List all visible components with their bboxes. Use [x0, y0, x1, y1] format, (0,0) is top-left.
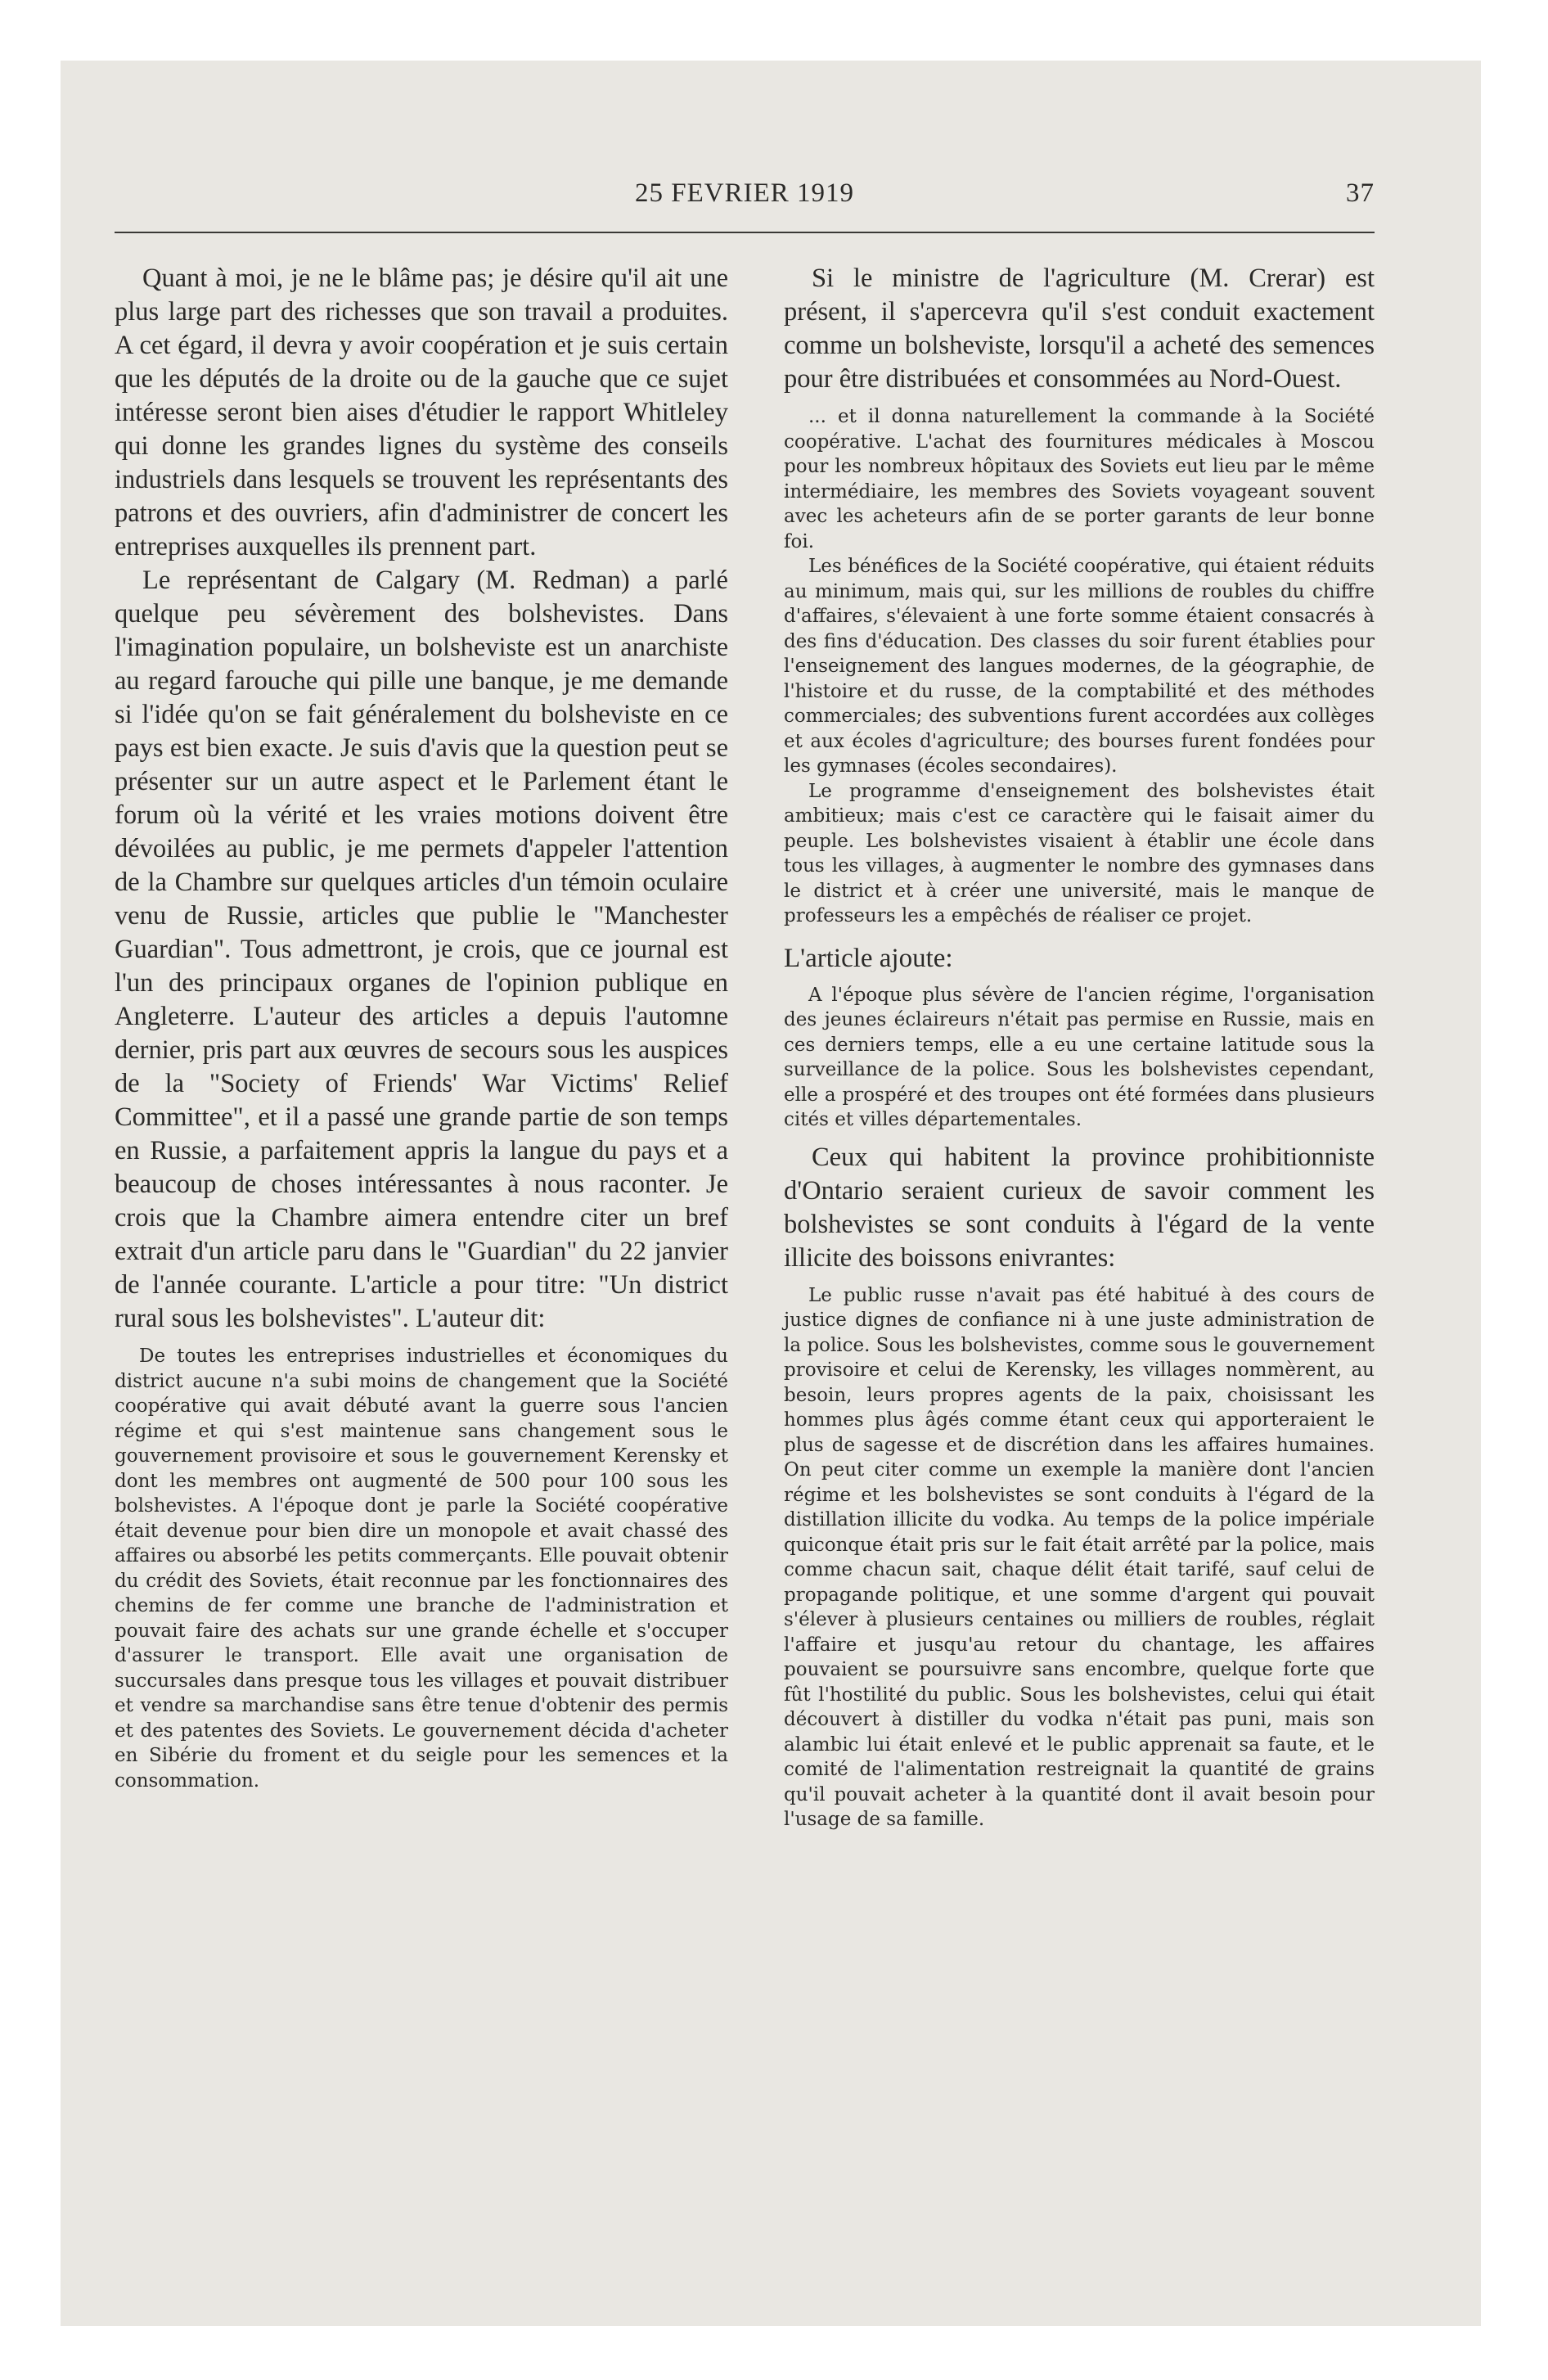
quoted-paragraph: De toutes les entreprises industrielles et économiques du district aucune n'a subi moins de changement que la Société coopérative qui avait débuté avant la guerre sous l'ancien régime et qui s'est maintenue sans changement sous le gouvernement provisoire et sous le gouvernement Kerensky et dont les membres ont augmenté de 500 pour 100 sous les bolshevistes. A l'époque dont je parle la Société coopérative était devenue pour bien dire un monopole et avait chassé des affaires ou absorbé les petits commerçants. Elle pouvait obtenir du crédit des Soviets, était reconnue par les fonctionnaires des chemins de fer comme une branche de l'administration et pouvait faire des achats sur une grande échelle et s'occuper d'assurer le transport. Elle avait une organisation de succursales dans presque tous les villages et pouvait distribuer et vendre sa marchandise sans être tenue d'obtenir des permis et des patentes des Soviets. Le gouvernement décida d'acheter en Sibérie du froment et du seigle pour les semences et la consommation. [115, 1346, 728, 1792]
paragraph: Le représentant de Calgary (M. Redman) a parlé quelque peu sévèrement des bolshevistes. Dans l'imagination populaire, un bolsheviste est un anarchiste au regard farouche qui pille une banque, je me demande si l'idée qu'on se fait généralement du bolsheviste en ce pays est bien exacte. Je suis d'avis que la question peut se présenter sur un autre aspect et le Parlement étant le forum où la vérité et les vraies motions doivent être dévoilées au public, je me permets d'appeler l'attention de la Chambre sur quelques articles d'un témoin oculaire venu de Russie, articles que publie le "Manchester Guardian". Tous admettront, je crois, que ce journal est l'un des principaux organes de l'opinion publique en Angleterre. L'auteur des articles a depuis l'automne dernier, pris part aux œuvres de secours sous les auspices de la "Society of Friends' War Victims' Relief Committee", et il a passé une grande partie de son temps en Russie, a parfaitement appris la langue du pays et a beaucoup de choses intéressantes à nous raconter. Je crois que la Chambre aimera entendre citer un bref extrait d'un article paru dans le "Guardian" du 22 janvier de l'année courante. L'article a pour titre: "Un district rural sous les bolshevistes". L'auteur dit: [115, 566, 728, 1333]
quoted-paragraph: Les bénéfices de la Société coopérative, qui étaient réduits au minimum, mais qui, sur les millions de roubles du chiffre d'affaires, s'élevaient à une forte somme étaient consacrés à des fins d'éducation. Des classes du soir furent établies pour l'enseignement des langues modernes, de la géographie, de l'histoire et du russe, de la comptabilité et des méthodes commerciales; des subventions furent accordées aux collèges et aux écoles d'agriculture; des bourses furent fondées pour les gymnases (écoles secondaires). [784, 556, 1375, 777]
paragraph: Quant à moi, je ne le blâme pas; je désire qu'il ait une plus large part des richesses que son travail a produites. A cet égard, il devra y avoir coopération et je suis certain que les députés de la droite ou de la gauche que ce sujet intéresse seront bien aises d'étudier le rapport Whitleley qui donne les grandes lignes du système des conseils industriels dans lesquels se trouvent les représentants des patrons et des ouvriers, afin d'administrer de concert les entreprises auxquelles ils prennent part. [115, 264, 728, 561]
paragraph: Si le ministre de l'agriculture (M. Crerar) est présent, il s'apercevra qu'il s'est conduit exactement comme un bolsheviste, lorsqu'il a acheté des semences pour être distribuées et consommées au Nord-Ouest. [784, 264, 1375, 394]
spacer [784, 1133, 1375, 1141]
left-column [115, 262, 728, 1793]
quoted-paragraph: ... et il donna naturellement la commande à la Société coopérative. L'achat des fournitures médicales à Moscou pour les nombreux hôpitaux des Soviets eut lieu par le même intermédiaire, les membres des Soviets voyageant souvent avec les acheteurs afin de se porter garants de leur bonne foi. [784, 406, 1375, 552]
quoted-paragraph: Le public russe n'avait pas été habitué à des cours de justice dignes de confiance ni à une juste administration de la police. Sous les bolshevistes, comme sous le gouvernement provisoire et celui de Kerensky, les villages nommèrent, au besoin, leurs propres agents de la paix, choisissant les hommes plus âgés comme étant ceux qui apporteraient le plus de sagesse et de discrétion dans les affaires humaines. On peut citer comme un exemple la manière dont l'ancien régime et les bolshevistes se sont conduits à l'égard de la distillation illicite du vodka. Au temps de la police impériale quiconque était pris sur le fait était arrêté par la police, mais comme chacun sait, chaque délit était tarifé, sauf celui de propagande politique, et une somme d'argent qui pouvait s'élever à plusieurs centaines ou milliers de roubles, réglait l'affaire et jusqu'au retour du chantage, les affaires pouvaient se poursuivre sans encombre, quelque forte que fût l'hostilité du public. Sous les bolshevistes, celui qui était découvert à distiller du vodka n'était pas puni, mais son alambic lui était enlevé et le public apprenait sa faute, et le comité de l'alimentation restreignait la quantité de grains qu'il pouvait acheter à la quantité dont il avait besoin pour l'usage de sa famille. [784, 1284, 1375, 1830]
page-number: 37 [1346, 178, 1375, 208]
quoted-paragraph: A l'époque plus sévère de l'ancien régime, l'organisation des jeunes éclaireurs n'était pas permise en Russie, mais en ces derniers temps, elle a eu une certaine latitude sous la surveillance de la police. Sous les bolshevistes cependant, elle a prospéré et des troupes ont été formées dans plusieurs cités et villes départementales. [784, 984, 1375, 1130]
right-column [784, 262, 1375, 1832]
subheading: L'article ajoute: [784, 943, 953, 973]
page-header [115, 178, 1375, 218]
header-rule [115, 232, 1375, 233]
paragraph: Ceux qui habitent la province prohibitionniste d'Ontario seraient curieux de savoir comment les bolshevistes se sont conduits à l'égard de la vente illicite des boissons enivrantes: [784, 1142, 1375, 1273]
spacer [784, 396, 1375, 404]
spacer [784, 1275, 1375, 1283]
spacer [115, 1336, 728, 1344]
quoted-paragraph: Le programme d'enseignement des bolshevistes était ambitieux; mais c'est ce caractère qui le faisait aimer du peuple. Les bolshevistes visaient à établir une école dans tous les villages, à augmenter le nombre des gymnases dans le district et à créer une université, mais le manque de professeurs les a empêchés de réaliser ce projet. [784, 780, 1375, 926]
header-date: 25 FEVRIER 1919 [634, 178, 854, 208]
